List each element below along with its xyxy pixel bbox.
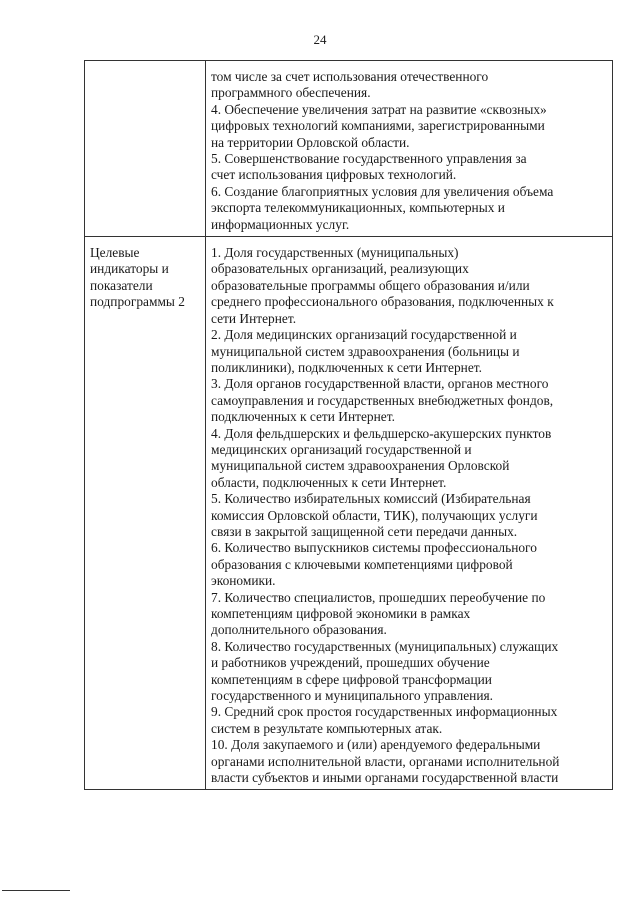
content-line: 10. Доля закупаемого и (или) арендуемого федеральными	[211, 737, 541, 753]
content-line: информационных услуг.	[211, 216, 350, 232]
content-line: сети Интернет.	[211, 310, 297, 326]
content-line: 1. Доля государственных (муниципальных)	[211, 245, 459, 261]
table-row	[85, 237, 613, 790]
row-label-line: подпрограммы 2	[90, 294, 185, 310]
table-body	[85, 61, 613, 790]
row-label-cell	[85, 61, 206, 237]
content-line: на территории Орловской области.	[211, 134, 410, 150]
document-table	[84, 60, 613, 790]
content-line: связи в закрытой защищенной сети передачи данных.	[211, 523, 518, 539]
content-line: подключенных к сети Интернет.	[211, 409, 395, 425]
content-line: образовательные программы общего образования и/или	[211, 277, 530, 293]
content-line: дополнительного образования.	[211, 622, 387, 638]
table-row	[85, 61, 613, 237]
row-content-cell	[206, 61, 613, 237]
content-line: среднего профессионального образования, подключенных к	[211, 294, 554, 310]
content-line: 9. Средний срок простоя государственных информационных	[211, 704, 558, 720]
content-line: том числе за счет использования отечественного	[211, 69, 489, 84]
content-line: 6. Создание благоприятных условия для увеличения объема	[211, 183, 554, 199]
content-line: 4. Доля фельдшерских и фельдшерско-акушерских пунктов	[211, 425, 552, 441]
footnote-rule	[2, 890, 70, 891]
content-line: государственного и муниципального управления.	[211, 688, 494, 704]
row-label-line: индикаторы и	[90, 261, 169, 277]
content-line: 8. Количество государственных (муниципальных) служащих	[211, 638, 559, 654]
content-line: и работников учреждений, прошедших обучение	[211, 655, 490, 671]
content-line: 3. Доля органов государственной власти, органов местного	[211, 376, 549, 392]
content-line: поликлиники), подключенных к сети Интернет.	[211, 359, 482, 375]
content-line: области, подключенных к сети Интернет.	[211, 474, 447, 490]
content-line: 7. Количество специалистов, прошедших переобучение по	[211, 589, 546, 605]
content-line: цифровых технологий компаниями, зарегистрированными	[211, 118, 545, 134]
content-line: образования с ключевыми компетенциями цифровой	[211, 556, 513, 572]
content-line: счет использования цифровых технологий.	[211, 167, 457, 183]
content-line: 4. Обеспечение увеличения затрат на развитие «сквозных»	[211, 101, 547, 117]
content-line: власти субъектов и иными органами государственной власти	[211, 770, 559, 786]
content-line: экспорта телекоммуникационных, компьютерных и	[211, 200, 505, 216]
page-number: 24	[313, 32, 327, 47]
content-line: экономики.	[211, 573, 276, 589]
content-line: 2. Доля медицинских организаций государственной и	[211, 327, 517, 343]
content-line: комиссия Орловской области, ТИК), получающих услуги	[211, 507, 538, 523]
content-line: систем в результате компьютерных атак.	[211, 720, 443, 736]
content-line: 5. Количество избирательных комиссий (Избирательная	[211, 491, 531, 507]
row-label-line: показатели	[90, 277, 153, 293]
content-line: компетенциям цифровой экономики в рамках	[211, 606, 471, 621]
content-line: муниципальной систем здравоохранения (больницы и	[211, 343, 520, 359]
content-line: самоуправления и государственных внебюджетных фондов,	[211, 392, 554, 408]
content-line: компетенциям в сфере цифровой трансформации	[211, 671, 492, 687]
content-line: органами исполнительной власти, органами исполнительной	[211, 753, 560, 769]
content-line: муниципальной систем здравоохранения Орловской	[211, 458, 510, 474]
row-content-cell	[206, 237, 613, 790]
row-label-cell	[85, 237, 206, 790]
row-label-line: Целевые	[90, 245, 140, 261]
content-line: 5. Совершенствование государственного управления за	[211, 151, 527, 167]
content-line: образовательных организаций, реализующих	[211, 261, 469, 277]
content-line: медицинских организаций государственной и	[211, 441, 472, 457]
content-line: 6. Количество выпускников системы профессионального	[211, 540, 537, 556]
content-line: программного обеспечения.	[211, 85, 371, 101]
